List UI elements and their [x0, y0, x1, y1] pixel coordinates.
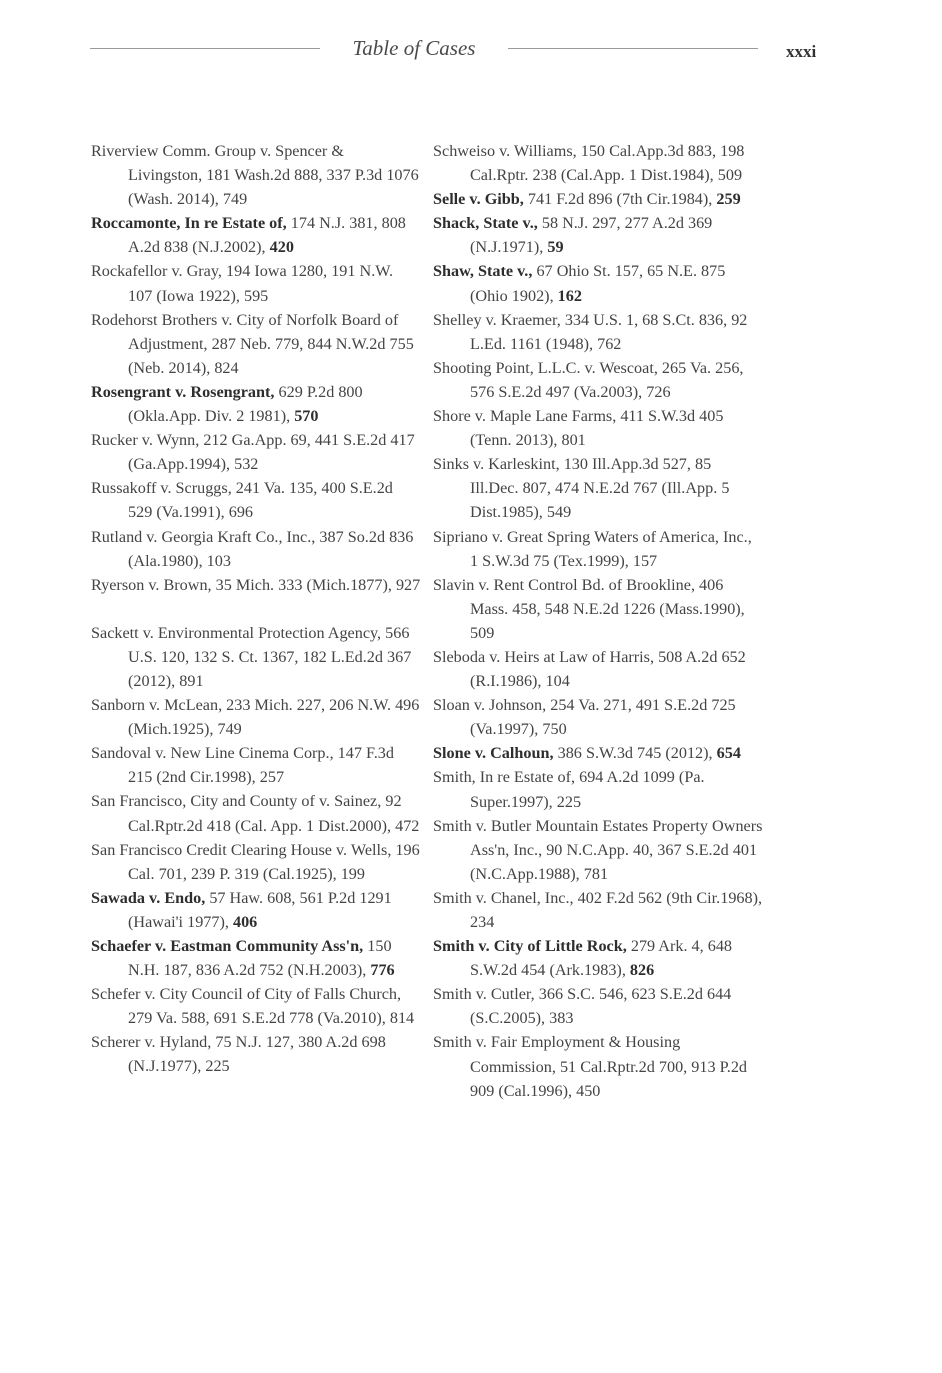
case-entry: [433, 982, 763, 1030]
left-column: [91, 139, 421, 1079]
case-page-ref: 781: [583, 864, 609, 883]
case-page-ref: 927: [395, 575, 421, 594]
case-page-ref: 162: [557, 286, 582, 305]
case-page-ref: 509: [717, 166, 743, 185]
case-name: Roccamonte, In re Estate of,: [91, 214, 287, 233]
case-citation: 130 Ill.App.3d 527, 85 Ill.Dec. 807, 474 N.E.2d 767 (Ill.App. 5 Dist.1985),: [470, 455, 730, 522]
case-citation: 75 N.J. 127, 380 A.2d 698 (N.J.1977),: [128, 1033, 386, 1076]
case-page-ref: 406: [232, 912, 258, 931]
case-name: Schweiso v. Williams,: [433, 142, 577, 160]
case-page-ref: 726: [646, 382, 671, 401]
case-page-ref: 824: [214, 358, 239, 377]
case-entry: [433, 573, 763, 645]
case-citation: 402 F.2d 562 (9th Cir.1968),: [573, 888, 763, 907]
case-page-ref: 595: [243, 286, 269, 305]
case-name: Smith v. City of Little Rock,: [433, 937, 627, 956]
case-citation: 629 P.2d 800 (Okla.App. Div. 2 1981),: [128, 382, 363, 426]
case-entry: [433, 139, 763, 187]
case-name: Slavin v. Rent Control Bd. of Brookline,: [433, 575, 695, 594]
case-entry: [433, 187, 763, 211]
case-entry: [91, 428, 421, 476]
case-entry: [433, 814, 763, 886]
case-name: San Francisco, City and County of v. Sainez,: [91, 792, 382, 811]
case-entry: [433, 741, 763, 765]
case-entry: [433, 886, 763, 934]
case-page-ref: 570: [294, 407, 319, 426]
case-name: Smith v. Butler Mountain Estates Property Owners Ass'n, Inc.,: [433, 816, 763, 859]
case-name: Sandoval v. New Line Cinema Corp.,: [91, 744, 334, 763]
case-name: Rutland v. Georgia Kraft Co., Inc.,: [91, 527, 316, 546]
case-citation: 194 Iowa 1280, 191 N.W. 107 (Iowa 1922),: [128, 262, 394, 305]
case-citation: 287 Neb. 779, 844 N.W.2d 755 (Neb. 2014),: [128, 334, 414, 377]
case-entry: [91, 934, 421, 982]
case-page-ref: 257: [259, 768, 285, 787]
case-page-ref: 750: [542, 720, 567, 739]
case-citation: 90 N.C.App. 40, 367 S.E.2d 401 (N.C.App.1988),: [470, 840, 758, 883]
case-name: San Francisco Credit Clearing House v. Wells,: [91, 840, 392, 859]
case-entry: [433, 934, 763, 982]
case-citation: 254 Va. 271, 491 S.E.2d 725 (Va.1997),: [470, 696, 736, 739]
case-name: Sloan v. Johnson,: [433, 696, 547, 715]
case-entry: [91, 139, 421, 211]
case-name: Riverview Comm. Group v. Spencer & Livingston,: [91, 142, 344, 185]
case-entry: [91, 886, 421, 934]
case-citation: 406 Mass. 458, 548 N.E.2d 1226 (Mass.1990),: [470, 575, 745, 618]
case-entry: [433, 693, 763, 741]
case-name: Rosengrant v. Rosengrant,: [91, 382, 275, 401]
section-gap: [91, 597, 421, 621]
case-entry: [91, 476, 421, 524]
case-citation: 58 N.J. 297, 277 A.2d 369 (N.J.1971),: [470, 214, 713, 257]
case-name: Slone v. Calhoun,: [433, 744, 554, 763]
case-citation: 67 Ohio St. 157, 65 N.E. 875 (Ohio 1902),: [470, 262, 726, 305]
case-page-ref: 696: [228, 503, 253, 522]
case-page-ref: 225: [205, 1057, 230, 1076]
case-name: Rockafellor v. Gray,: [91, 262, 222, 281]
header-rule-left: [90, 48, 320, 49]
case-entry: [433, 525, 763, 573]
case-page-ref: 509: [470, 623, 495, 642]
case-name: Shack, State v.,: [433, 214, 538, 233]
case-citation: 196 Cal. 701, 239 P. 319 (Cal.1925),: [128, 840, 420, 883]
case-entry: [433, 645, 763, 693]
case-name: Rodehorst Brothers v. City of Norfolk Board of Adjustment,: [91, 310, 399, 353]
case-page-ref: 549: [546, 503, 572, 522]
case-page-ref: 420: [269, 238, 294, 257]
case-name: Rucker v. Wynn,: [91, 431, 200, 450]
case-page-ref: 776: [370, 961, 395, 980]
case-entry: [433, 452, 763, 524]
case-name: Sawada v. Endo,: [91, 888, 206, 907]
case-page-ref: 814: [389, 1009, 415, 1028]
case-page-ref: 234: [470, 913, 495, 931]
case-name: Shore v. Maple Lane Farms,: [433, 407, 617, 426]
case-name: Sanborn v. McLean,: [91, 696, 223, 715]
case-citation: 181 Wash.2d 888, 337 P.3d 1076 (Wash. 2014),: [128, 166, 419, 209]
case-name: Selle v. Gibb,: [433, 190, 524, 209]
case-entry: [91, 693, 421, 741]
case-citation: 233 Mich. 227, 206 N.W. 496 (Mich.1925),: [128, 696, 420, 739]
case-citation: 366 S.C. 546, 623 S.E.2d 644 (S.C.2005),: [470, 985, 732, 1028]
case-citation: 212 Ga.App. 69, 441 S.E.2d 417 (Ga.App.1994),: [128, 431, 415, 474]
case-citation: 92 Cal.Rptr.2d 418 (Cal. App. 1 Dist.2000),: [128, 792, 402, 835]
case-name: Sinks v. Karleskint,: [433, 455, 560, 474]
case-name: Smith v. Cutler,: [433, 985, 535, 1004]
header-rule-right: [508, 48, 758, 49]
case-entry: [433, 1030, 763, 1102]
case-citation: 51 Cal.Rptr.2d 700, 913 P.2d 909 (Cal.1996),: [470, 1057, 748, 1100]
case-entry: [433, 259, 763, 307]
case-page-ref: 104: [545, 672, 570, 691]
case-entry: [433, 765, 763, 813]
case-entry: [91, 573, 421, 597]
case-page-ref: 383: [549, 1009, 574, 1028]
case-citation: 508 A.2d 652 (R.I.1986),: [470, 647, 746, 691]
case-name: Sipriano v. Great Spring Waters of America, Inc.,: [433, 527, 752, 546]
case-page-ref: 762: [597, 334, 622, 353]
case-citation: 334 U.S. 1, 68 S.Ct. 836, 92 L.Ed. 1161 (1948),: [470, 310, 748, 353]
case-page-ref: 749: [222, 190, 248, 209]
case-entry: [433, 404, 763, 452]
right-column: [433, 139, 763, 1103]
case-entry: [91, 525, 421, 573]
case-entry: [91, 380, 421, 428]
case-citation: 241 Va. 135, 400 S.E.2d 529 (Va.1991),: [128, 479, 393, 522]
case-entry: [91, 308, 421, 380]
case-entry: [91, 259, 421, 307]
case-citation: 147 F.3d 215 (2nd Cir.1998),: [128, 744, 394, 787]
case-name: Smith v. Chanel, Inc.,: [433, 888, 574, 907]
case-page-ref: 749: [217, 720, 242, 739]
case-page-ref: 225: [556, 792, 582, 811]
case-citation: 411 S.W.3d 405 (Tenn. 2013),: [470, 407, 724, 450]
case-page-ref: 59: [547, 238, 564, 257]
case-citation: 566 U.S. 120, 132 S. Ct. 1367, 182 L.Ed.2d 367 (2012),: [128, 623, 412, 690]
case-citation: 150 N.H. 187, 836 A.2d 752 (N.H.2003),: [128, 937, 392, 980]
case-citation: 279 Ark. 4, 648 S.W.2d 454 (Ark.1983),: [470, 937, 733, 980]
case-entry: [433, 308, 763, 356]
case-page-ref: 891: [179, 671, 204, 690]
case-page-ref: 532: [234, 455, 259, 474]
case-name: Smith, In re Estate of,: [433, 768, 576, 787]
case-page-ref: 450: [576, 1081, 601, 1100]
case-citation: 386 S.W.3d 745 (2012),: [553, 744, 717, 763]
case-name: Sackett v. Environmental Protection Agency,: [91, 623, 382, 642]
running-head: Table of Cases: [352, 36, 476, 60]
case-page-ref: 826: [629, 961, 655, 980]
case-citation: 35 Mich. 333 (Mich.1877),: [211, 575, 396, 594]
case-name: Sleboda v. Heirs at Law of Harris,: [433, 647, 655, 666]
case-entry: [91, 621, 421, 693]
case-entry: [91, 838, 421, 886]
case-page-ref: 157: [632, 551, 658, 570]
case-page-ref: 259: [716, 190, 741, 209]
case-entry: [91, 741, 421, 789]
case-name: Russakoff v. Scruggs,: [91, 479, 232, 498]
case-page-ref: 199: [340, 864, 365, 883]
case-page-ref: 103: [206, 551, 231, 570]
case-name: Schaefer v. Eastman Community Ass'n,: [91, 937, 364, 955]
case-page-ref: 801: [561, 431, 586, 450]
case-name: Schefer v. City Council of City of Falls Church,: [91, 985, 402, 1004]
case-entry: [91, 789, 421, 837]
case-name: Shelley v. Kraemer,: [433, 310, 561, 329]
case-name: Shaw, State v.,: [433, 262, 533, 281]
case-entry: [433, 211, 763, 259]
case-name: Ryerson v. Brown,: [91, 575, 212, 594]
case-entry: [91, 1030, 421, 1078]
page-number: xxxi: [786, 42, 817, 61]
page-header: [0, 36, 942, 66]
case-citation: 1 S.W.3d 75 (Tex.1999),: [470, 551, 633, 570]
case-citation: 279 Va. 588, 691 S.E.2d 778 (Va.2010),: [128, 1009, 390, 1028]
case-name: Shooting Point, L.L.C. v. Wescoat,: [433, 358, 658, 377]
case-citation: 174 N.J. 381, 808 A.2d 838 (N.J.2002),: [128, 214, 406, 257]
case-name: Smith v. Fair Employment & Housing Commission,: [433, 1033, 681, 1076]
case-page-ref: 472: [395, 816, 420, 835]
case-name: Scherer v. Hyland,: [91, 1033, 212, 1052]
case-citation: 57 Haw. 608, 561 P.2d 1291 (Hawai'i 1977),: [128, 888, 392, 931]
case-entry: [433, 356, 763, 404]
case-citation: 694 A.2d 1099 (Pa. Super.1997),: [470, 768, 705, 811]
case-entry: [91, 211, 421, 259]
case-citation: 265 Va. 256, 576 S.E.2d 497 (Va.2003),: [470, 358, 744, 401]
case-page-ref: 654: [716, 744, 741, 763]
case-citation: 387 So.2d 836 (Ala.1980),: [128, 527, 414, 570]
case-citation: 150 Cal.App.3d 883, 198 Cal.Rptr. 238 (Cal.App. 1 Dist.1984),: [470, 142, 745, 185]
case-citation: 741 F.2d 896 (7th Cir.1984),: [523, 190, 717, 209]
case-entry: [91, 982, 421, 1030]
